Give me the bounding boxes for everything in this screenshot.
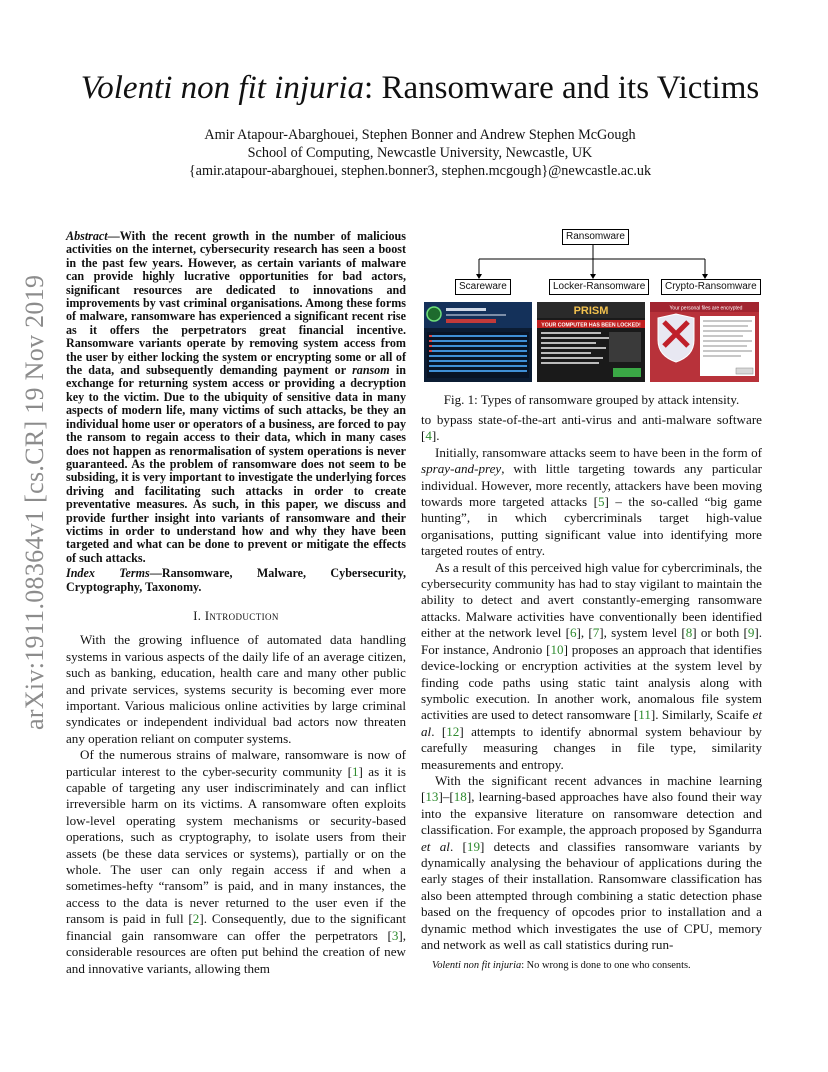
- text-run: Initially, ransomware attacks seem to have been in the form of: [435, 444, 762, 460]
- text-run: ].: [431, 428, 440, 444]
- node-scareware: Scareware: [455, 279, 511, 295]
- right-paragraph-3: [421, 773, 762, 953]
- citation-link[interactable]: 5: [597, 494, 605, 510]
- footnote: [432, 960, 772, 971]
- text-run: With the significant recent advances in machine learning [: [421, 772, 762, 805]
- text-run: ]–[: [438, 789, 454, 805]
- node-locker-ransomware: Locker-Ransomware: [549, 279, 649, 295]
- right-paragraph-1: [421, 445, 762, 560]
- locker-screen-title: PRISM: [573, 305, 609, 317]
- text-run: . [: [449, 838, 467, 854]
- citation-link[interactable]: 18: [453, 789, 467, 805]
- crypto-ransom-window-image: [650, 302, 759, 382]
- citation-link[interactable]: 8: [685, 625, 693, 641]
- node-ransomware: Ransomware: [562, 229, 629, 245]
- section-number: I.: [193, 608, 205, 623]
- text-run: Of the numerous strains of malware, ransomware is now of particular interest to the cyber-security community [: [66, 747, 406, 779]
- intro-paragraph-2: [66, 747, 406, 977]
- figure-caption: Fig. 1: Types of ransomware grouped by attack intensity.: [443, 392, 740, 407]
- emphasis: spray-and-prey: [421, 461, 502, 477]
- footnote-text: : No wrong is done to one who consents.: [521, 960, 691, 971]
- text-run: ]. Similarly, Scaife: [650, 707, 753, 723]
- right-paragraph-2: [421, 560, 762, 773]
- citation-link[interactable]: 19: [466, 838, 480, 854]
- locker-screen-image: [537, 302, 645, 382]
- text-run: , with little targeting towards any particular individual. However, more recently, attackers have been moving towards more targeted attacks [: [421, 461, 762, 510]
- node-crypto-ransomware: Crypto-Ransomware: [661, 279, 761, 295]
- author-names: Amir Atapour-Abarghouei, Stephen Bonner and Andrew Stephen McGough: [204, 127, 636, 143]
- citation-link[interactable]: 12: [446, 723, 460, 739]
- index-terms-label: Index Terms: [66, 566, 150, 581]
- right-column: [421, 412, 762, 953]
- paper-title: [40, 70, 800, 106]
- citation-link[interactable]: 13: [425, 789, 439, 805]
- citation-link[interactable]: 10: [550, 641, 564, 657]
- locker-ransomware-screenshot: [537, 302, 645, 382]
- figure-1: [421, 226, 762, 408]
- citation-link[interactable]: 6: [570, 625, 577, 641]
- scareware-screenshot: [424, 302, 532, 382]
- citation-link[interactable]: 7: [592, 625, 600, 641]
- text-run: ], considerable resources are often put behind the creation of new and innovative variants, allowing them: [66, 927, 406, 976]
- emphasis: et al: [421, 707, 762, 739]
- affiliation: School of Computing, Newcastle University, Newcastle, UK: [247, 145, 593, 161]
- crypto-window-title: Your personal files are encrypted: [669, 305, 743, 312]
- scareware-scan-window-image: [424, 302, 532, 382]
- text-run: ] – the so-called “big game hunting”, in which cybercriminals target high-value organisations, putting significant value into identifying more targeted routes of entry.: [421, 494, 762, 559]
- abstract: [66, 230, 406, 565]
- arxiv-identifier: arXiv:1911.08364v1 [cs.CR] 19 Nov 2019: [20, 274, 49, 730]
- text-run: ] as it is capable of targeting any user indiscriminately and can inflict irreversible harm on its victims. A ransomware often exploits low-level operating system mechanisms or security-based operations, such as cryptography, to isolate users from their assets (be these data services or systems), partially or on the whole. The user can only regain access if and when a sometimes-hefty “ransom” is paid, and in many instances, the access to the data is never returned to the user even if the ransom is paid in full [: [66, 763, 406, 927]
- abstract-text-continued: in exchange for returning system access or providing a decryption key to the victim. Due to the ubiquity of sensitive data in many aspects of modern life, many victims of such attacks, be they an individual home user or operators of a business, are forced to pay the ransom to regain access to their data, which in many cases does not happen as renormalisation of system operations is never guaranteed. As the problem of ransomware does not seem to be subsiding, it is very important to investigate the underlying forces driving and facilitating such attacks in order to create preventative measures. As such, in this paper, we discuss and provide further insight into variants of ransomware and their victims in order to understand how and why they have been targeted and what can be done to prevent or mitigate the effects of such attacks.: [66, 363, 406, 565]
- text-run: . [: [431, 723, 447, 739]
- title-latin-phrase: Volenti non fit injuria: [80, 70, 365, 106]
- citation-link[interactable]: 2: [192, 911, 200, 927]
- footnote-phrase: Volenti non fit injuria: [432, 960, 522, 971]
- text-run: ], system level [: [599, 625, 686, 641]
- text-run: ] detects and classifies ransomware variants by dynamically analysing the behaviour of applications during the early stages of their installation. Ransomware classification has also been attempted through combining a static detection phase based on the frequency of opcodes prior to installation and a dynamic method which investigates the use of CPU, memory and network as well as call statistics during run-: [421, 838, 762, 952]
- left-column: [66, 230, 406, 977]
- abstract-ransom-word: ransom: [352, 363, 390, 378]
- section-title: Introduction: [204, 608, 279, 623]
- title-rest: : Ransomware and its Victims: [364, 70, 760, 106]
- text-run: As a result of this perceived high value for cybercriminals, the cybersecurity community has had to stay vigilant to maintain the ability to detect and avert constantly-emerging ransomware attacks. Malware activities have conventionally been identified either at the network level [: [421, 559, 762, 641]
- emphasis: et al: [421, 838, 450, 854]
- citation-link[interactable]: 9: [747, 625, 755, 641]
- locker-screen-banner: YOUR COMPUTER HAS BEEN LOCKED!: [541, 322, 641, 329]
- index-terms-text: —Ransomware, Malware, Cybersecurity, Cryptography, Taxonomy.: [66, 566, 406, 594]
- abstract-label: Abstract: [66, 229, 108, 243]
- text-run: to bypass state-of-the-art anti-virus and anti-malware software [: [421, 412, 762, 444]
- text-run: ], learning-based approaches have also found their way into the expansive literature on ransomware detection and classification. For example, the approach proposed by Sgandurra: [421, 789, 762, 838]
- author-block: [40, 126, 800, 180]
- crypto-ransomware-screenshot: [650, 302, 759, 382]
- intro-paragraph-1: With the growing influence of automated data handling systems in various aspects of the daily life of an average citizen, such as banking, education, health care and many other public and private services, systems security is becoming ever more important. Various malicious online activities by large criminal syndicates or independent individual bad actors now threaten any operation reliant on computer systems.: [66, 632, 406, 746]
- index-terms: [66, 567, 406, 594]
- text-run: ]. Consequently, due to the significant financial gain ransomware can offer the perpetrators [: [66, 911, 407, 943]
- citation-link[interactable]: 4: [425, 428, 432, 444]
- text-run: ], [: [576, 625, 593, 641]
- text-run: ] attempts to identify abnormal system behaviour by carefully measuring changes in file type, similarity measurements and entropy.: [421, 723, 762, 772]
- ransomware-taxonomy-diagram: [421, 226, 762, 298]
- author-emails: {amir.atapour-abarghouei, stephen.bonner3, stephen.mcgough}@newcastle.ac.uk: [188, 163, 652, 179]
- citation-link[interactable]: 11: [638, 707, 651, 723]
- text-run: ] proposes an approach that identifies device-locking or encryption activities at the system level by finding code paths using static taint analysis along with symbolic execution. In another work, anomalous file system activities are used to detect ransomware [: [421, 641, 762, 723]
- text-run: ]. For instance, Andronio [: [421, 625, 762, 657]
- citation-link[interactable]: 1: [351, 763, 359, 779]
- citation-link[interactable]: 3: [391, 927, 399, 943]
- abstract-text: —With the recent growth in the number of malicious activities on the internet, cybersecurity research has seen a boost in the past few years. However, as certain variants of malware can provide highly lucrative opportunities for bad actors, significant resources are dedicated to innovations and improvements by vast criminal organisations. Among these forms of malware, ransomware has experienced a significant recent rise as it offers the perpetrators great financial incentive. Ransomware variants operate by removing system access from the user by either locking the system or encrypting some or all of the data, and subsequently demanding payment or: [66, 229, 406, 378]
- section-heading-introduction: [66, 608, 406, 624]
- ransomware-screenshots: [421, 302, 762, 382]
- text-run: ] or both [: [692, 625, 748, 641]
- right-paragraph-continuation: [421, 412, 762, 445]
